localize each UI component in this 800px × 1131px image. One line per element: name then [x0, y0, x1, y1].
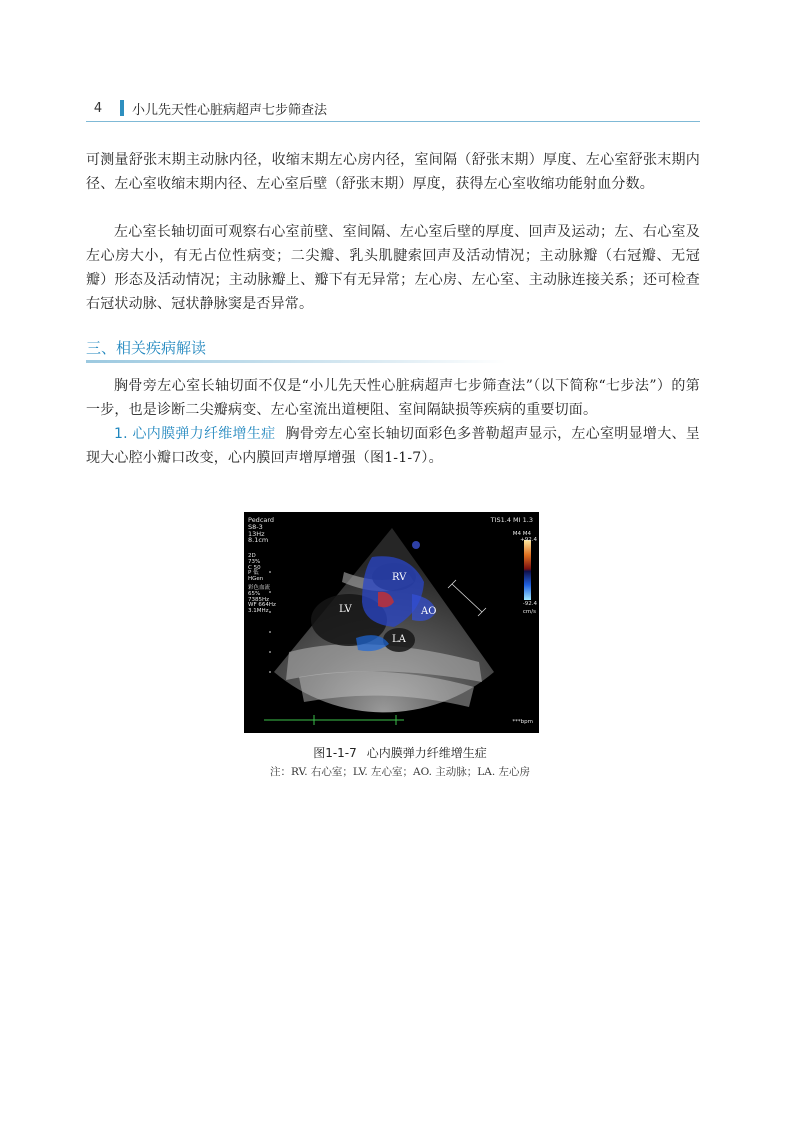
running-header: [86, 96, 700, 120]
tis-mi-readout: TIS1.4 MI 1.3: [490, 516, 533, 524]
section-heading: 三、相关疾病解读: [86, 338, 207, 357]
settings-color: 彩色血流 65% 7385Hz WF 664Hz 3.1MHz: [248, 585, 276, 615]
item-1-text: 胸骨旁左心室长轴切面彩色多普勒超声显示，左心室明显增大、呈现大心腔小瓣口改变，心内膜回声增厚增强（图1-1-7）。: [86, 426, 700, 466]
paragraph-3: 胸骨旁左心室长轴切面不仅是“小儿先天性心脏病超声七步筛查法”（以下简称“七步法”）的第一步，也是诊断二尖瓣病变、左心室流出道梗阻、室间隔缺损等疾病的重要切面。: [86, 378, 700, 418]
doppler-flow-top: [412, 541, 420, 549]
figure-note: 注：RV. 右心室；LV. 左心室；AO. 主动脉；LA. 左心房: [269, 766, 531, 778]
header-rule: [86, 121, 700, 122]
paragraph-1: 可测量舒张末期主动脉内径，收缩末期左心房内径，室间隔（舒张末期）厚度、左心室舒张末期内径、左心室收缩末期内径、左心室后壁（舒张末期）厚度，获得左心室收缩功能射血分数。: [86, 152, 700, 192]
figure-caption: [0, 744, 800, 761]
color-scale-bar: [524, 540, 531, 600]
figure-number: 图1-1-7: [313, 746, 357, 760]
color-scale-top: +92.4: [520, 537, 537, 543]
probe-info: Pedcard S8-3 13Hz 8.1cm: [248, 516, 275, 545]
ultrasound-figure: [244, 512, 539, 733]
label-rv: RV: [392, 572, 407, 583]
color-scale-unit: cm/s: [522, 609, 536, 615]
running-title: 小儿先天性心脏病超声七步筛查法: [132, 102, 328, 118]
label-ao: AO: [421, 606, 437, 617]
page-number: 4: [93, 100, 103, 116]
settings-2d: 2D 73% C 50 P 低 HGen: [248, 553, 264, 583]
color-scale-bottom: -92.4: [522, 601, 537, 607]
section-rule: [86, 360, 506, 363]
figure-title: 心内膜弹力纤维增生症: [366, 746, 487, 760]
item-1-heading: 1. 心内膜弹力纤维增生症: [114, 426, 276, 442]
header-accent-bar: [120, 100, 124, 116]
label-lv: LV: [339, 604, 352, 615]
color-scale-tag: M4 M4: [512, 531, 531, 537]
paragraph-2: 左心室长轴切面可观察右心室前壁、室间隔、左心室后壁的厚度、回声及运动；左、右心室及左心房大小，有无占位性病变；二尖瓣、乳头肌腱索回声及活动情况；主动脉瓣（右冠瓣、无冠瓣）形态及活动情况；主动脉瓣上、瓣下有无异常；左心房、左心室、主动脉连接关系；还可检查右冠状动脉、冠状静脉窦是否异常。: [86, 224, 700, 312]
paragraph-4: [86, 422, 700, 470]
caliper-line: [452, 584, 482, 612]
ultrasound-image: [244, 512, 539, 733]
label-la: LA: [392, 634, 406, 645]
bpm-readout: ***bpm: [512, 719, 533, 725]
